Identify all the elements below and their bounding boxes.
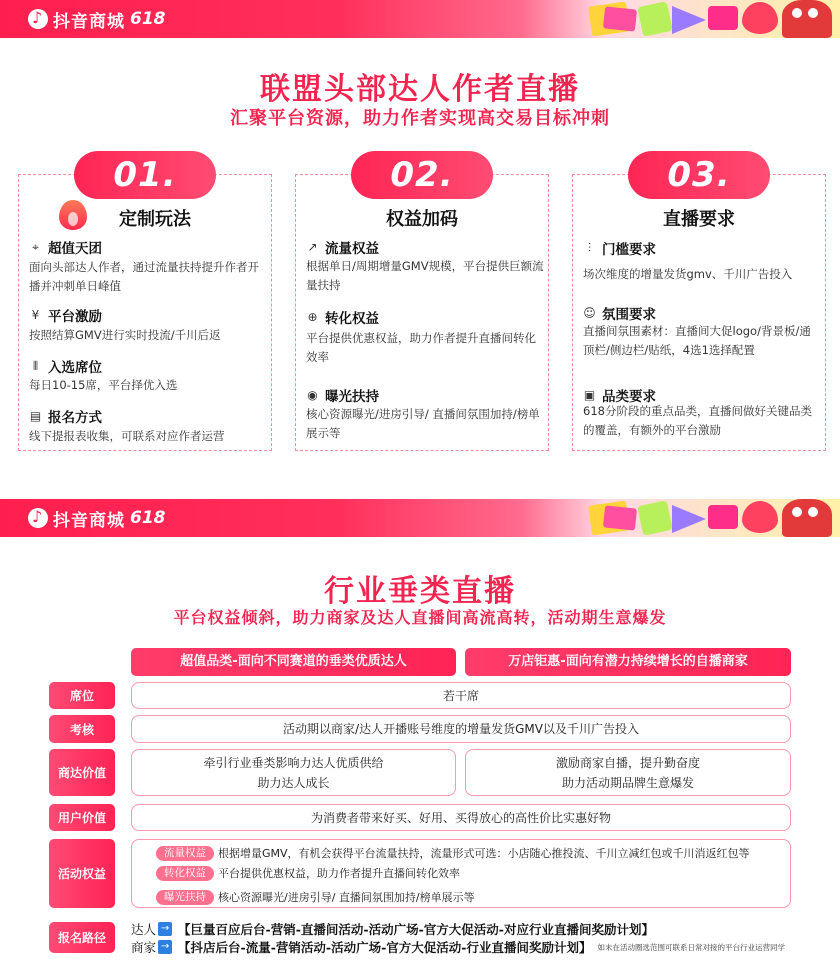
row-value-merchant-left — [131, 749, 456, 796]
value-line: 激励商家自播，提升勤奋度 — [555, 755, 700, 770]
mascot-icon — [782, 0, 832, 38]
row-label-user-value: 用户价值 — [49, 804, 115, 831]
benefit-text: 核心资源曝光/进房引导/ 直播间氛围加持/榜单展示等 — [218, 891, 475, 904]
threshold-icon: ⫶ — [587, 240, 591, 255]
target-icon: ⌖ — [32, 239, 39, 254]
card-custom-play — [18, 155, 272, 451]
item-text: 按照结算GMV进行实时投流/千川后返 — [29, 328, 221, 342]
top-banner-2 — [0, 499, 840, 537]
top-banner — [0, 0, 840, 38]
benefit-tag: 曝光扶持 — [156, 890, 214, 905]
card-title: 定制玩法 — [119, 209, 191, 230]
column-header-stores: 万店钜惠-面向有潜力持续增长的自播商家 — [465, 648, 791, 676]
item-title: ☺ 氛围要求 — [583, 305, 656, 323]
benefit-item — [156, 889, 475, 905]
decor-tag — [603, 505, 637, 530]
brand-number: 618 — [130, 9, 166, 29]
section1-title: 联盟头部达人作者直播 — [260, 72, 580, 107]
item-text: 核心资源曝光/进房引导/ 直播间氛围加持/榜单展示等 — [306, 407, 540, 440]
smile-icon: ☺ — [583, 305, 596, 320]
section2-subtitle: 平台权益倾斜，助力商家及达人直播间高流高转，活动期生意爆发 — [173, 608, 667, 627]
route-path: 【抖店后台-流量-营销活动-活动广场-官方大促活动-行业直播间奖励计划】 — [178, 940, 592, 955]
signup-route-talent — [131, 920, 654, 938]
decor-heart — [742, 501, 778, 533]
item-title: ⌖ 超值天团 — [29, 237, 102, 257]
item-text: 场次维度的增量发货gmv、千川广告投入 — [583, 267, 793, 281]
decor-box — [637, 1, 673, 37]
crosshair-icon: ⊕ — [307, 309, 318, 324]
brand-logo — [28, 6, 166, 32]
card-number: 02. — [351, 151, 493, 199]
row-label-benefits: 活动权益 — [49, 839, 115, 908]
decor-card — [708, 505, 738, 529]
value-line: 助力活动期品牌生意爆发 — [561, 775, 694, 790]
benefit-text: 根据增量GMV，有机会获得平台流量扶持，流量形式可选：小店随心推投流、千川立减红包或千川消返红包等 — [218, 847, 750, 860]
item-text: 直播间氛围素材：直播间大促logo/背景板/通顶栏/侧边栏/贴纸，4选1选择配置 — [583, 324, 811, 357]
benefit-text: 平台提供优惠权益，助力作者提升直播间转化效率 — [218, 867, 460, 880]
decor-heart — [742, 2, 778, 34]
row-value-check: 活动期以商家/达人开播账号维度的增量发货GMV以及千川广告投入 — [131, 715, 791, 743]
item-text: 面向头部达人作者，通过流量扶持提升作者开播并冲刺单日峰值 — [29, 260, 259, 293]
item-text: 每日10-15席，平台择优入选 — [29, 378, 178, 392]
value-line: 助力达人成长 — [257, 775, 330, 790]
decor-box — [637, 500, 673, 536]
benefit-item — [156, 865, 460, 881]
section1-subtitle: 汇聚平台资源，助力作者实现高交易目标冲刺 — [230, 108, 610, 129]
value-line: 牵引行业垂类影响力达人优质供给 — [203, 755, 384, 770]
column-header-category: 超值品类-面向不同赛道的垂类优质达人 — [131, 648, 456, 676]
box-icon: ▣ — [583, 387, 596, 402]
eye-icon: ◉ — [307, 387, 318, 402]
yen-icon: ¥ — [31, 307, 40, 322]
row-value-seat: 若干席 — [131, 682, 791, 709]
form-icon: ▤ — [29, 408, 42, 423]
row-value-merchant-right — [465, 749, 791, 796]
item-title: ¥ 平台激励 — [29, 305, 102, 325]
benefit-item — [156, 845, 750, 861]
item-title: ⊕ 转化权益 — [307, 309, 379, 327]
decor-card — [708, 6, 738, 30]
chart-icon: ↗ — [307, 239, 318, 254]
card-number: 01. — [74, 151, 216, 199]
benefit-tag: 转化权益 — [156, 866, 214, 881]
decor-flag — [672, 505, 706, 533]
row-label-seat: 席位 — [49, 682, 115, 709]
row-value-user-value: 为消费者带来好买、好用、买得放心的高性价比实惠好物 — [131, 804, 791, 831]
route-who: 商家 — [131, 940, 157, 955]
route-path: 【巨量百应后台-营销-直播间活动-活动广场-官方大促活动-对应行业直播间奖励计划】 — [178, 922, 654, 937]
route-note: 如未在活动圈选范围可联系日常对接的平台行业运营同学 — [597, 942, 785, 952]
brand-logo — [28, 505, 166, 531]
item-text: 线下提报表收集，可联系对应作者运营 — [29, 429, 225, 443]
benefit-tag: 流量权益 — [156, 846, 214, 861]
brand-number: 618 — [130, 508, 166, 528]
item-text: 618分阶段的重点品类，直播间做好关键品类的覆盖，有额外的平台激励 — [583, 404, 812, 437]
mascot-icon — [782, 499, 832, 537]
arrow-right-icon: → — [158, 940, 172, 954]
item-title: ↗ 流量权益 — [307, 239, 379, 257]
decor-tag — [603, 6, 637, 31]
item-title: ▤ 报名方式 — [29, 408, 102, 426]
item-text: 根据单日/周期增量GMV规模，平台提供巨额流量扶持 — [306, 259, 544, 292]
row-label-signup: 报名路径 — [49, 922, 115, 953]
decor-flag — [672, 6, 706, 34]
seat-icon: ⫴ — [32, 358, 39, 373]
row-label-merchant-value: 商达价值 — [49, 749, 115, 796]
douyin-logo-icon — [28, 508, 48, 528]
item-title: ⫶ 门槛要求 — [583, 238, 656, 258]
brand-name: 抖音商城 — [53, 510, 125, 531]
section2-title: 行业垂类直播 — [324, 574, 516, 609]
row-label-check: 考核 — [49, 715, 115, 743]
card-number: 03. — [628, 151, 770, 199]
brand-name: 抖音商城 — [53, 11, 125, 32]
item-title: ◉ 曝光扶持 — [307, 387, 379, 405]
signup-route-merchant — [131, 938, 785, 956]
route-who: 达人 — [131, 922, 157, 937]
douyin-logo-icon — [28, 9, 48, 29]
card-benefits — [295, 155, 549, 451]
item-title: ▣ 品类要求 — [583, 387, 656, 405]
card-title: 直播要求 — [663, 209, 735, 230]
item-text: 平台提供优惠权益，助力作者提升直播间转化效率 — [306, 331, 536, 364]
card-title: 权益加码 — [386, 209, 458, 230]
card-live-requirements — [572, 155, 826, 451]
item-title: ⫴ 入选席位 — [29, 356, 102, 376]
arrow-right-icon: → — [158, 922, 172, 936]
